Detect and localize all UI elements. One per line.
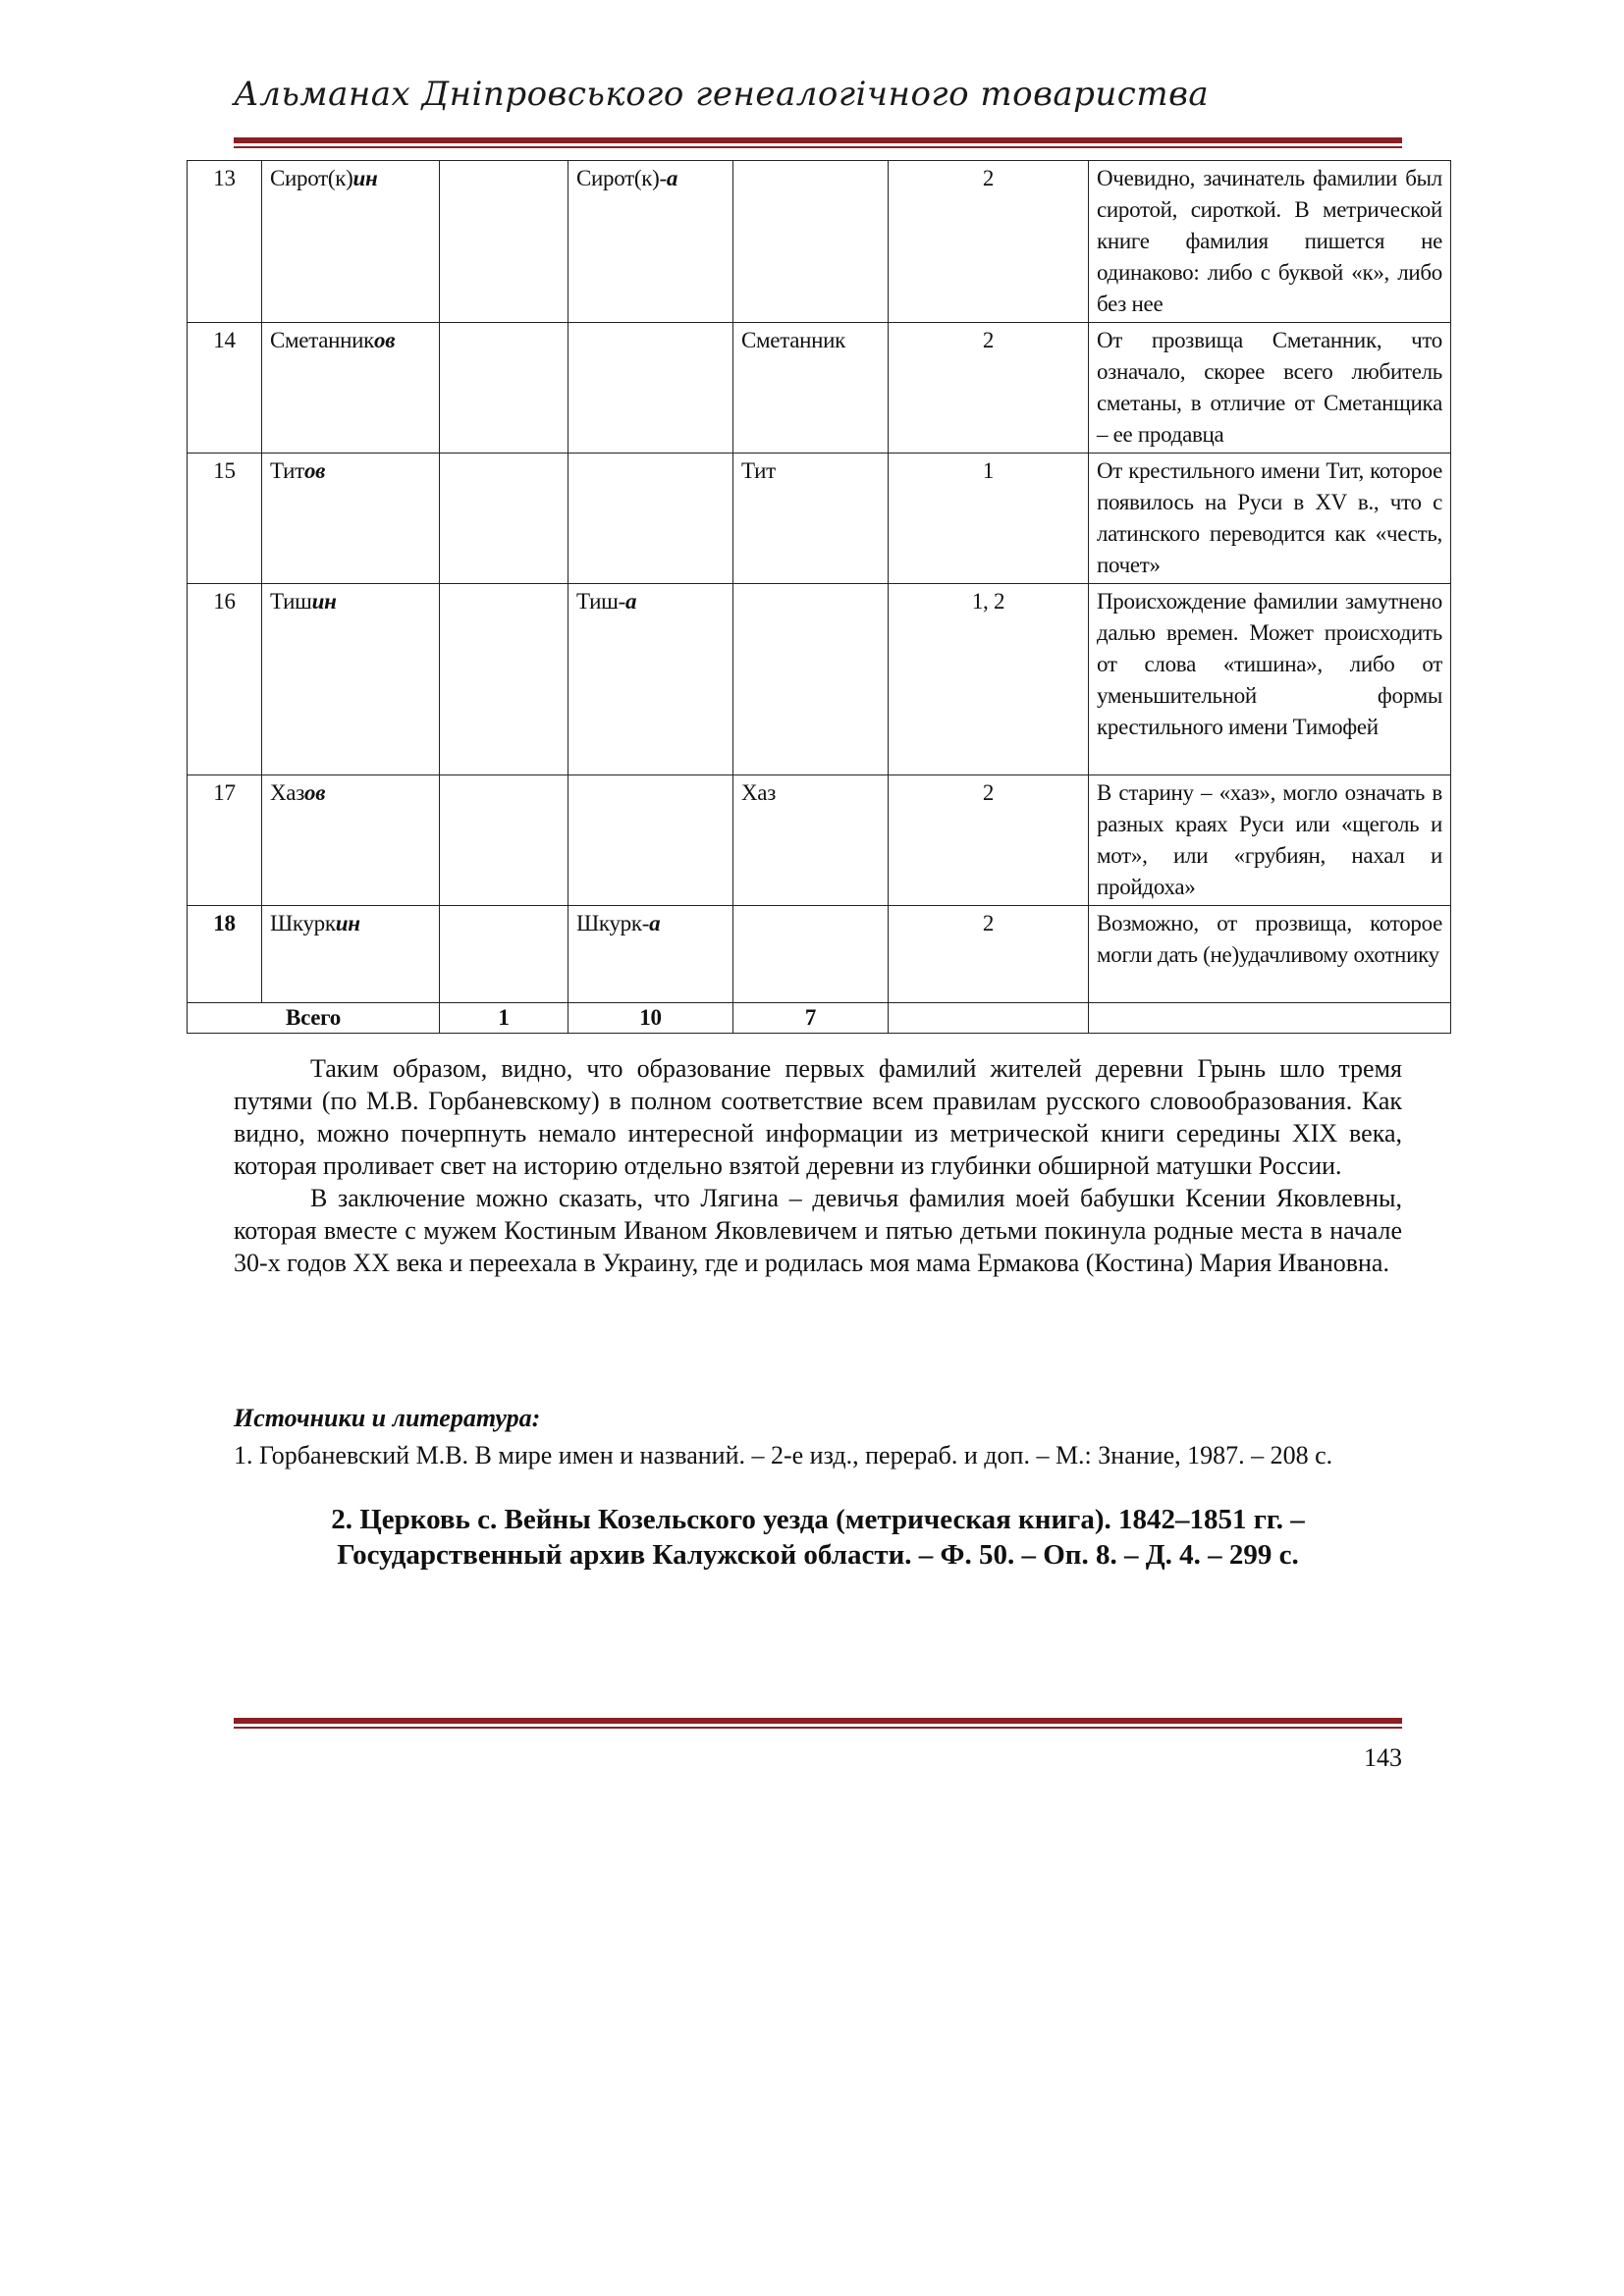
paragraph: В заключение можно сказать, что Лягина – девичья фамилия моей бабушки Ксении Яковлевны, которая вместе с мужем Костиным Иваном Яковлевичем и пятью детьми покинула родные места в начале 30-х годов XX века и переехала в Украину, где и родилась моя мама Ермакова (Костина) Мария Ивановна. — [234, 1184, 1402, 1277]
footer-rule — [234, 1718, 1402, 1729]
table-row — [188, 775, 1451, 906]
source-item: 1. Горбаневский М.В. В мире имен и названий. – 2-е изд., перераб. и доп. – М.: Знание, 1987. – 208 с. — [234, 1441, 1333, 1469]
table-row — [188, 323, 1451, 454]
source-item: 2. Церковь с. Вейны Козельского уезда (метрическая книга). 1842–1851 гг. – Государственный архив Калужской области. – Ф. 50. – Оп. 8. – Д. 4. – 299 с. — [331, 1504, 1305, 1571]
table-row — [188, 906, 1451, 1003]
surnames-table — [187, 160, 1451, 1034]
note-cell: Возможно, от прозвища, которое могли дать (не)удачливому охотнику — [1089, 906, 1451, 1003]
col4-cell — [568, 775, 733, 906]
paragraph: Таким образом, видно, что образование первых фамилий жителей деревни Грынь шло тремя путями (по М.В. Горбаневскому) в полном соответствие всем правилам русского словообразования. Как видно, можно почерпнуть немало интересной информации из метрической книги середины XIX века, которая проливает свет на историю отдельно взятой деревни из глубинки обширной матушки России. — [234, 1054, 1402, 1180]
total-col4: 10 — [568, 1003, 733, 1034]
col3-cell — [440, 454, 568, 584]
col4-cell — [568, 323, 733, 454]
note-cell: В старину – «хаз», могло означать в разных краях Руси или «щеголь и мот», или «грубиян, нахал и пройдоха» — [1089, 775, 1451, 906]
freq-cell: 2 — [889, 775, 1089, 906]
col5-cell: Хаз — [733, 775, 889, 906]
col5-cell — [733, 906, 889, 1003]
row-number: 17 — [188, 775, 262, 906]
note-cell: Очевидно, зачинатель фамилии был сиротой, сироткой. В метрической книге фамилия пишется не одинаково: либо с буквой «к», либо без нее — [1089, 161, 1451, 323]
surname-cell: Сметанников — [262, 323, 440, 454]
col4-cell: Сирот(к)-а — [568, 161, 733, 323]
journal-title: Альманах Дніпровського генеалогічного товариства — [234, 75, 1210, 114]
total-col5: 7 — [733, 1003, 889, 1034]
col5-cell: Сметанник — [733, 323, 889, 454]
col4-cell: Тиш-а — [568, 584, 733, 775]
freq-cell: 2 — [889, 161, 1089, 323]
table-row — [188, 454, 1451, 584]
surname-cell: Хазов — [262, 775, 440, 906]
note-cell: От прозвища Сметанник, что означало, скорее всего любитель сметаны, в отличие от Сметанщика – ее продавца — [1089, 323, 1451, 454]
sources-heading: Источники и литература: — [234, 1404, 541, 1432]
total-row — [188, 1003, 1451, 1034]
table-row — [188, 161, 1451, 323]
col3-cell — [440, 161, 568, 323]
row-number: 18 — [188, 906, 262, 1003]
col4-cell — [568, 454, 733, 584]
col5-cell: Тит — [733, 454, 889, 584]
freq-cell: 2 — [889, 906, 1089, 1003]
total-col3: 1 — [440, 1003, 568, 1034]
col5-cell — [733, 584, 889, 775]
body-text — [234, 1052, 1402, 1279]
total-label: Всего — [188, 1003, 440, 1034]
total-note — [1089, 1003, 1451, 1034]
page-number: 143 — [1364, 1743, 1402, 1772]
col3-cell — [440, 906, 568, 1003]
row-number: 16 — [188, 584, 262, 775]
row-number: 13 — [188, 161, 262, 323]
header-rule — [234, 137, 1402, 148]
col3-cell — [440, 323, 568, 454]
col4-cell: Шкурк-а — [568, 906, 733, 1003]
surname-cell: Шкуркин — [262, 906, 440, 1003]
freq-cell: 2 — [889, 323, 1089, 454]
table-row — [188, 584, 1451, 775]
surname-cell: Сирот(к)ин — [262, 161, 440, 323]
freq-cell: 1 — [889, 454, 1089, 584]
surname-cell: Тишин — [262, 584, 440, 775]
note-cell: От крестильного имени Тит, которое появилось на Руси в XV в., что с латинского переводится как «честь, почет» — [1089, 454, 1451, 584]
col3-cell — [440, 584, 568, 775]
col5-cell — [733, 161, 889, 323]
row-number: 15 — [188, 454, 262, 584]
surname-cell: Титов — [262, 454, 440, 584]
note-cell: Происхождение фамилии замутнено далью времен. Может происходить от слова «тишина», либо от уменьшительной формы крестильного имени Тимофей — [1089, 584, 1451, 775]
freq-cell: 1, 2 — [889, 584, 1089, 775]
col3-cell — [440, 775, 568, 906]
total-freq — [889, 1003, 1089, 1034]
row-number: 14 — [188, 323, 262, 454]
